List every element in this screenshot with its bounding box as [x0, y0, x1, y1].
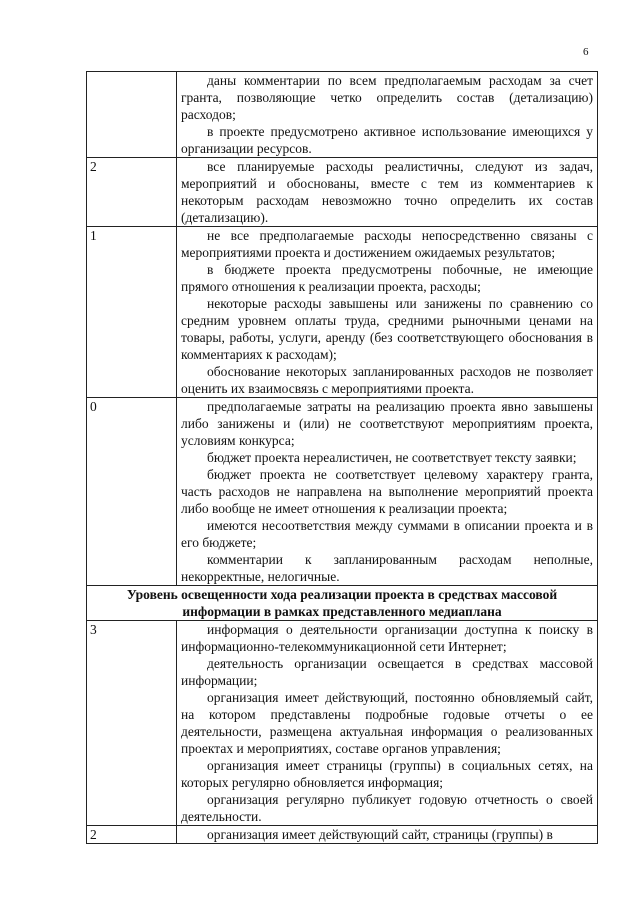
score-cell: 3: [87, 621, 177, 826]
criterion-text: все планируемые расходы реалистичны, следуют из задач, мероприятий и обоснованы, вместе с тем из комментариев к некоторым расходам невозможно точно определить их состав (детализацию).: [181, 159, 593, 225]
score-cell: 1: [87, 227, 177, 398]
criterion-text: организация регулярно публикует годовую отчетность о своей деятельности.: [181, 792, 593, 824]
criterion-text: комментарии к запланированным расходам неполные, некорректные, нелогичные.: [181, 552, 593, 584]
criterion-text: организация имеет действующий, постоянно обновляемый сайт, на котором представлены подробные годовые отчеты о ее деятельности, размещена актуальная информация о реализованных проектах и мероприятиях, составе органов управления;: [181, 690, 593, 756]
table-row: [87, 826, 598, 844]
criterion-text: бюджет проекта не соответствует целевому характеру гранта, часть расходов не направлена на выполнение мероприятий проекта либо вообще не имеет отношения к реализации проекта;: [181, 467, 593, 516]
score-cell: 2: [87, 158, 177, 227]
criterion-text: даны комментарии по всем предполагаемым расходам за счет гранта, позволяющие четко определить состав (детализацию) расходов;: [181, 73, 593, 122]
criterion-text: обоснование некоторых запланированных расходов не позволяет оценить их взаимосвязь с мероприятиями проекта.: [181, 364, 593, 396]
criterion-text: в проекте предусмотрено активное использование имеющихся у организации ресурсов.: [181, 124, 593, 156]
criterion-text: некоторые расходы завышены или занижены по сравнению со средним уровнем оплаты труда, средними рыночными ценами на товары, работы, услуги, аренду (без соответствующего обоснования в комментариях к расходам);: [181, 296, 593, 362]
table-row: [87, 72, 598, 158]
score-cell: 0: [87, 398, 177, 586]
score-cell: 2: [87, 826, 177, 844]
description-cell: [177, 826, 598, 844]
table-row: [87, 621, 598, 826]
section-heading: Уровень освещенности хода реализации проекта в средствах массовой информации в рамках представленного медиаплана: [87, 586, 598, 621]
criterion-text: в бюджете проекта предусмотрены побочные, не имеющие прямого отношения к реализации проекта, расходы;: [181, 262, 593, 294]
criterion-text: деятельность организации освещается в средствах массовой информации;: [181, 656, 593, 688]
description-cell: [177, 227, 598, 398]
criterion-text: предполагаемые затраты на реализацию проекта явно завышены либо занижены и (или) не соответствуют мероприятиям проекта, условиям конкурса;: [181, 399, 593, 448]
criterion-text: бюджет проекта нереалистичен, не соответствует тексту заявки;: [207, 450, 577, 465]
table-row: [87, 398, 598, 586]
description-cell: [177, 621, 598, 826]
table-row: [87, 227, 598, 398]
criterion-text: не все предполагаемые расходы непосредственно связаны с мероприятиями проекта и достижением ожидаемых результатов;: [181, 228, 593, 260]
description-cell: [177, 398, 598, 586]
table-row: [87, 158, 598, 227]
score-cell: [87, 72, 177, 158]
section-heading-row: [87, 586, 598, 621]
description-cell: [177, 72, 598, 158]
criteria-table: [86, 71, 598, 844]
criterion-text: организация имеет действующий сайт, страницы (группы) в: [207, 827, 553, 842]
criterion-text: организация имеет страницы (группы) в социальных сетях, на которых регулярно обновляется информация;: [181, 758, 593, 790]
page-number: 6: [583, 46, 589, 58]
criterion-text: имеются несоответствия между суммами в описании проекта и в его бюджете;: [181, 518, 593, 550]
criterion-text: информация о деятельности организации доступна к поиску в информационно-телекоммуникационной сети Интернет;: [181, 622, 593, 654]
description-cell: [177, 158, 598, 227]
